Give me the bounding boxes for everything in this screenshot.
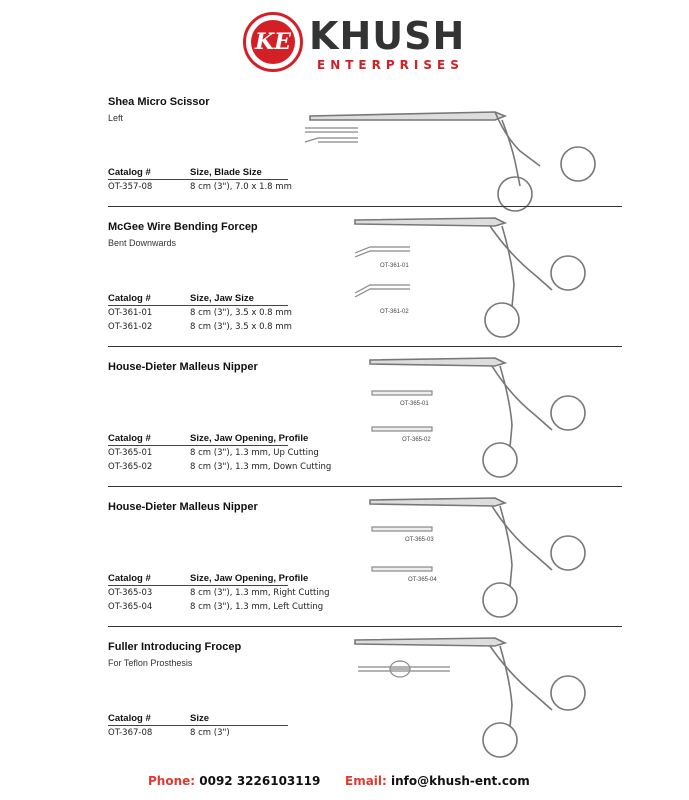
catalog-number: OT-365-04	[108, 602, 153, 612]
size-value: 8 cm (3"), 1.3 mm, Down Cutting	[190, 462, 332, 472]
catalog-number: OT-361-01	[108, 308, 153, 318]
product-title: Shea Micro Scissor	[108, 96, 210, 108]
variant-label: OT-361-02	[380, 309, 409, 315]
catalog-header: Catalog #	[108, 167, 151, 178]
product-subtitle: Bent Downwards	[108, 238, 177, 248]
size-header: Size, Jaw Opening, Profile	[190, 433, 309, 444]
logo-emblem	[243, 12, 303, 72]
variant-label: OT-365-03	[405, 537, 434, 543]
product-title: Fuller Introducing Frocep	[108, 641, 242, 653]
brand-logo	[243, 12, 466, 78]
header-rule	[108, 585, 288, 586]
header-rule	[108, 445, 288, 446]
footer-email	[345, 774, 530, 788]
catalog-number: OT-357-08	[108, 182, 153, 192]
size-value: 8 cm (3"), 3.5 x 0.8 mm	[190, 322, 292, 332]
product-title: McGee Wire Bending Forcep	[108, 221, 258, 233]
product-subtitle: Left	[108, 113, 124, 123]
brand-name: KHUSH	[309, 14, 466, 58]
variant-label: OT-365-01	[400, 401, 429, 407]
brand-tagline: ENTERPRISES	[317, 58, 464, 72]
size-value: 8 cm (3")	[190, 728, 230, 738]
product-title: House-Dieter Malleus Nipper	[108, 361, 258, 373]
forcep-illustration	[290, 635, 620, 765]
header-rule	[108, 179, 288, 180]
size-header: Size, Jaw Size	[190, 293, 254, 304]
section-divider	[108, 206, 622, 207]
variant-label: OT-365-02	[402, 437, 431, 443]
section-divider	[108, 626, 622, 627]
size-header: Size	[190, 713, 210, 724]
section-divider	[108, 346, 622, 347]
variant-label: OT-361-01	[380, 263, 409, 269]
catalog-header: Catalog #	[108, 433, 151, 444]
logo-monogram: KE	[251, 20, 295, 64]
catalog-number: OT-361-02	[108, 322, 153, 332]
size-header: Size, Jaw Opening, Profile	[190, 573, 309, 584]
variant-label: OT-365-04	[408, 577, 437, 583]
nipper-illustration	[290, 495, 620, 625]
size-value: 8 cm (3"), 1.3 mm, Right Cutting	[190, 588, 330, 598]
catalog-number: OT-365-03	[108, 588, 153, 598]
email-address[interactable]: info@khush-ent.com	[391, 774, 530, 788]
size-value: 8 cm (3"), 1.3 mm, Up Cutting	[190, 448, 319, 458]
section-divider	[108, 486, 622, 487]
header-rule	[108, 305, 288, 306]
product-subtitle: For Teflon Prosthesis	[108, 658, 193, 668]
catalog-number: OT-365-01	[108, 448, 153, 458]
catalog-header: Catalog #	[108, 713, 151, 724]
size-value: 8 cm (3"), 3.5 x 0.8 mm	[190, 308, 292, 318]
product-title: House-Dieter Malleus Nipper	[108, 501, 258, 513]
catalog-header: Catalog #	[108, 573, 151, 584]
footer-phone	[148, 774, 320, 788]
header-rule	[108, 725, 288, 726]
nipper-illustration	[290, 355, 620, 485]
email-label: Email:	[345, 774, 387, 788]
forcep-illustration	[290, 215, 620, 345]
size-value: 8 cm (3"), 1.3 mm, Left Cutting	[190, 602, 324, 612]
catalog-number: OT-365-02	[108, 462, 153, 472]
size-header: Size, Blade Size	[190, 167, 262, 178]
size-value: 8 cm (3"), 7.0 x 1.8 mm	[190, 182, 292, 192]
phone-label: Phone:	[148, 774, 196, 788]
catalog-number: OT-367-08	[108, 728, 153, 738]
catalog-header: Catalog #	[108, 293, 151, 304]
phone-number[interactable]: 0092 3226103119	[199, 774, 321, 788]
